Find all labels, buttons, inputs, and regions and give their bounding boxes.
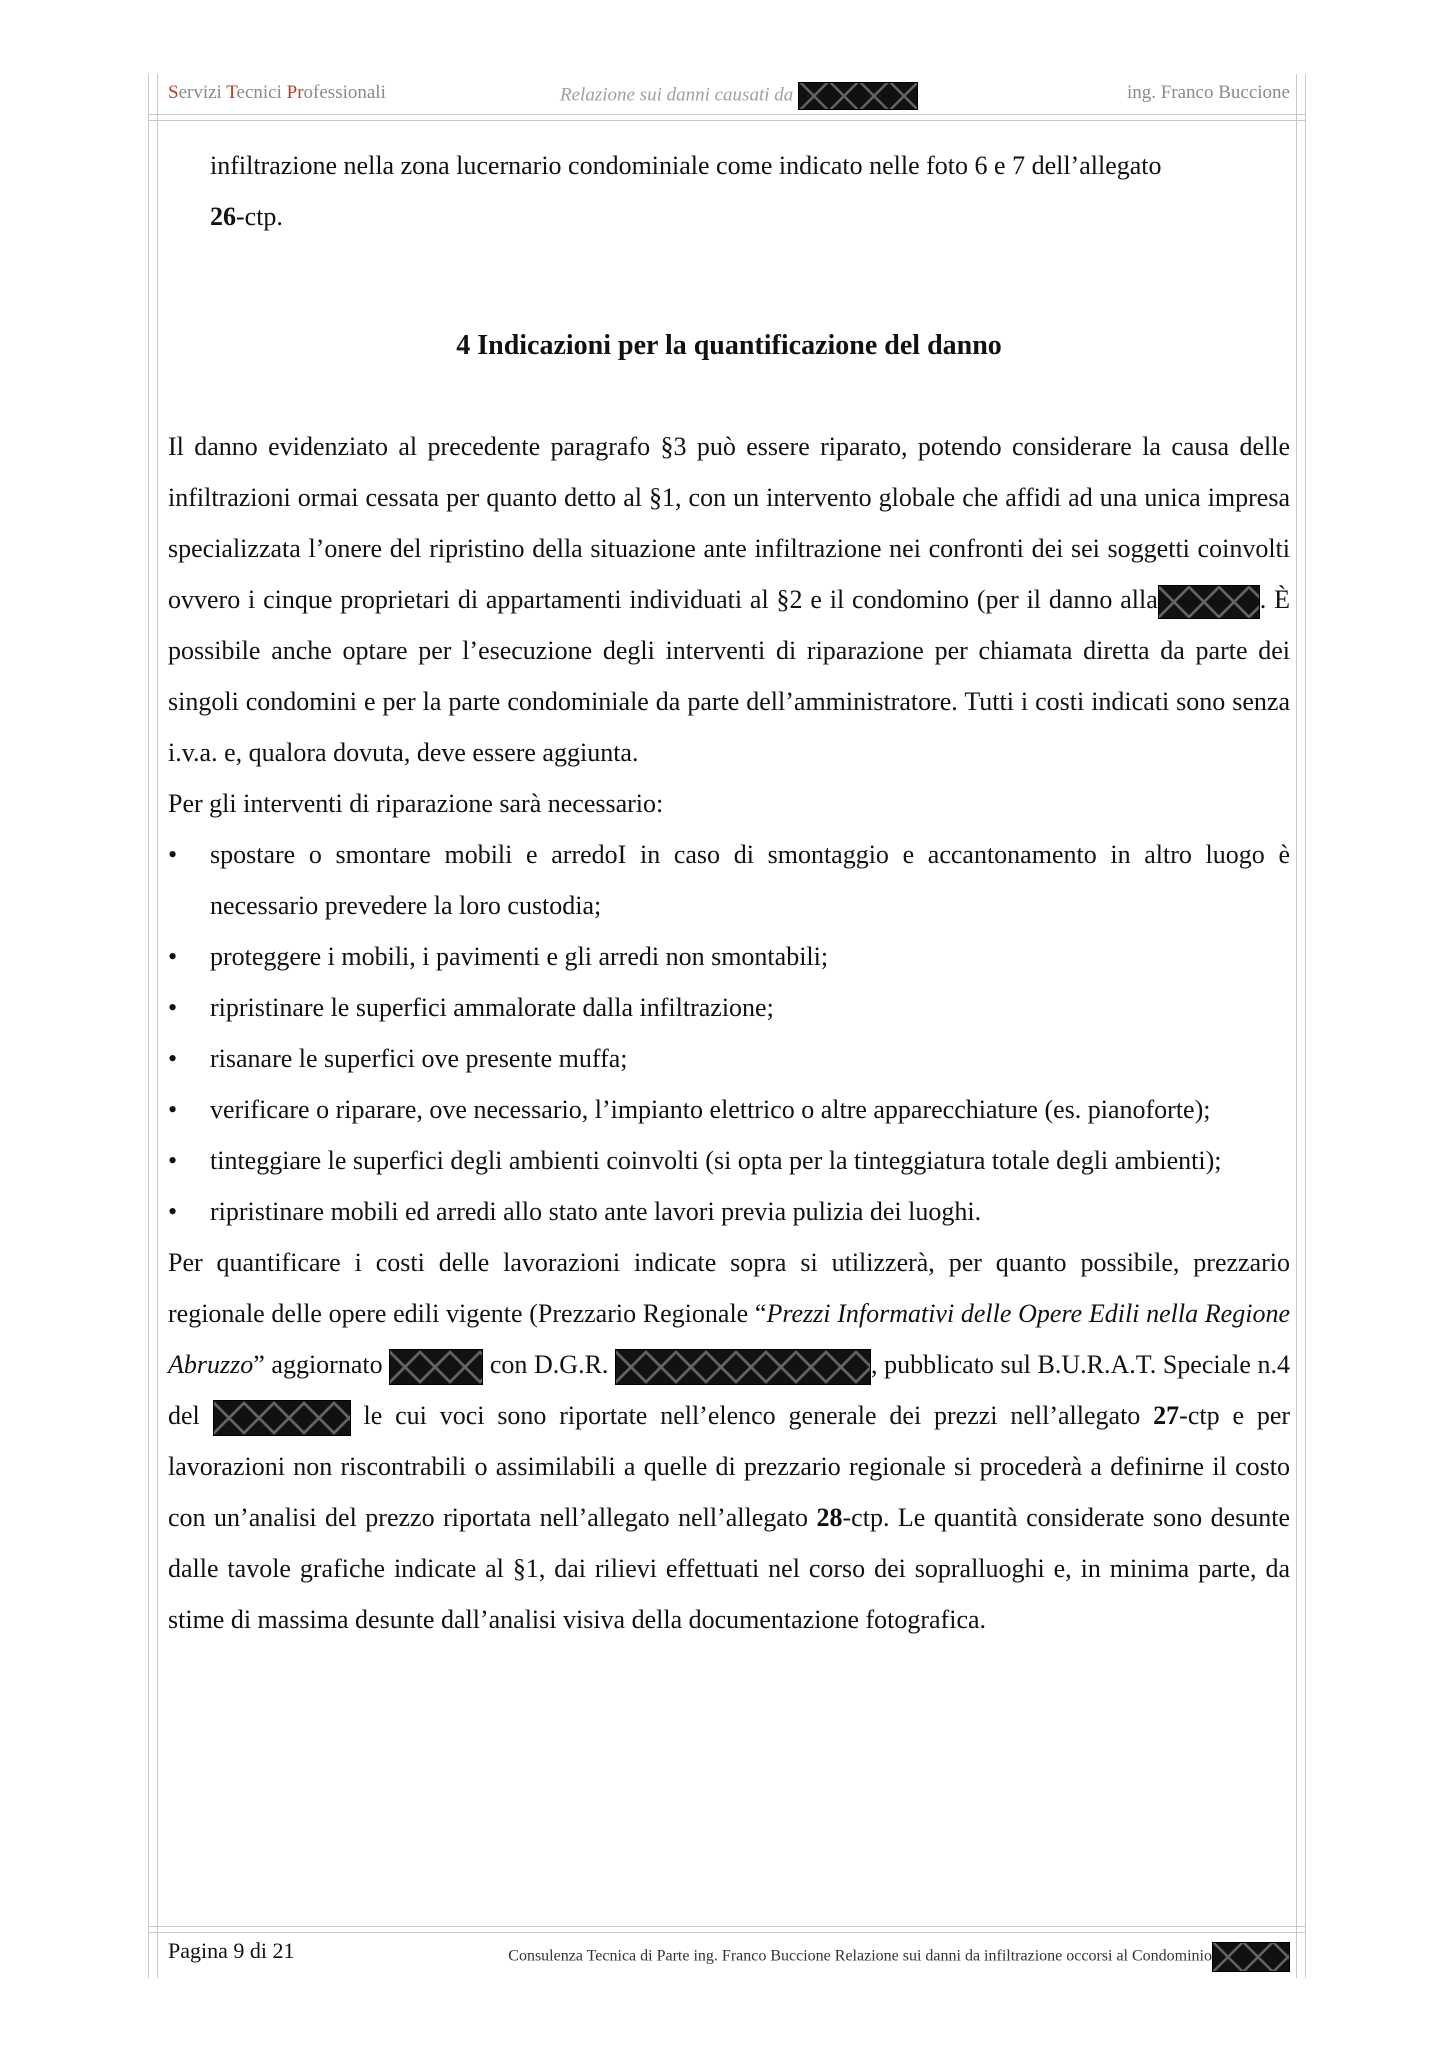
list-item: • ripristinare mobili ed arredi allo stato ante lavori previa pulizia dei luoghi. [168, 1197, 982, 1226]
document-body [168, 140, 1290, 1645]
frame-left-inner [157, 74, 158, 1978]
redaction-box [213, 1400, 351, 1436]
list-item: • tinteggiare le superfici degli ambienti coinvolti (si opta per la tinteggiatura totale degli ambienti); [168, 1146, 1222, 1175]
section-heading: 4 Indicazioni per la quantificazione del danno [456, 330, 1002, 361]
frame-right-inner [1296, 74, 1297, 1978]
header-rule-2 [148, 120, 1306, 121]
paragraph-pricing: Per quantificare i costi delle lavorazioni indicate sopra si utilizzerà, per quanto possibile, prezzario regionale delle opere edili vigente (Prezzario Regionale “Prezzi Informativi delle Opere Edili nella Regione Abruzzo” aggiornato con D.G.R. , pubblicato sul B.U.R.A.T. Speciale n.4 del le cui voci sono riportate nell’elenco generale dei prezzi nell’allegato 27-ctp e per lavorazioni non riscontrabili o assimilabili a quelle di prezzario regionale si procederà a definirne il costo con un’analisi del prezzo riportata nell’allegato nell’allegato 28-ctp. Le quantità considerate sono desunte dalle tavole grafiche indicate al §1, dai rilievi effettuati nel corso dei sopralluoghi e, in minima parte, da stime di massima desunte dall’analisi visiva della documentazione fotografica. [168, 1248, 1291, 1634]
redaction-box [389, 1349, 483, 1385]
header-rule [148, 114, 1306, 115]
paragraph-continuation: infiltrazione nella zona lucernario condominiale come indicato nelle foto 6 e 7 dell’allegato 26-ctp. [210, 151, 1162, 231]
header-title: Relazione sui danni causati da [560, 82, 918, 110]
list-item: • verificare o riparare, ove necessario, l’impianto elettrico o altre apparecchiature (es. pianoforte); [168, 1095, 1211, 1124]
footer-rule [148, 1926, 1306, 1927]
header-brand: Servizi Tecnici Professionali [168, 82, 386, 103]
list-item: • ripristinare le superfici ammalorate dalla infiltrazione; [168, 993, 774, 1022]
paragraph-interventions: Per gli interventi di riparazione sarà necessario: [168, 789, 664, 818]
paragraph-damage: Il danno evidenziato al precedente paragrafo §3 può essere riparato, potendo considerare la causa delle infiltrazioni ormai cessata per quanto detto al §1, con un intervento globale che affidi ad una unica impresa specializzata l’onere del ripristino della situazione ante infiltrazione nei confronti dei sei soggetti coinvolti ovvero i cinque proprietari di appartamenti individuati al §2 e il condomino (per il danno alla . È possibile anche optare per l’esecuzione degli interventi di riparazione per chiamata diretta da parte dei singoli condomini e per la parte condominiale da parte dell’amministratore. Tutti i costi indicati sono senza i.v.a. e, qualora dovuta, deve essere aggiunta. [168, 432, 1291, 767]
page-number: Pagina 9 di 21 [168, 1938, 295, 1963]
list-item: • proteggere i mobili, i pavimenti e gli arredi non smontabili; [168, 942, 829, 971]
frame-left-outer [148, 74, 149, 1978]
interventions-list [168, 829, 1290, 1237]
footer-info: Consulenza Tecnica di Parte ing. Franco Buccione Relazione sui danni da infiltrazione occorsi al Condominio [508, 1942, 1290, 1972]
footer-rule-2 [148, 1932, 1306, 1933]
redaction-box [798, 82, 918, 110]
list-item: • risanare le superfici ove presente muffa; [168, 1044, 628, 1073]
header-author: ing. Franco Buccione [1126, 82, 1290, 103]
list-item: • spostare o smontare mobili e arredoI in caso di smontaggio e accantonamento in altro luogo è necessario prevedere la loro custodia; [168, 840, 1290, 920]
redaction-box [615, 1349, 871, 1385]
page-header [168, 80, 1290, 110]
frame-right-outer [1305, 74, 1306, 1978]
redaction-box [1158, 585, 1260, 619]
page-footer [168, 1936, 1290, 1970]
redaction-box [1212, 1942, 1290, 1972]
